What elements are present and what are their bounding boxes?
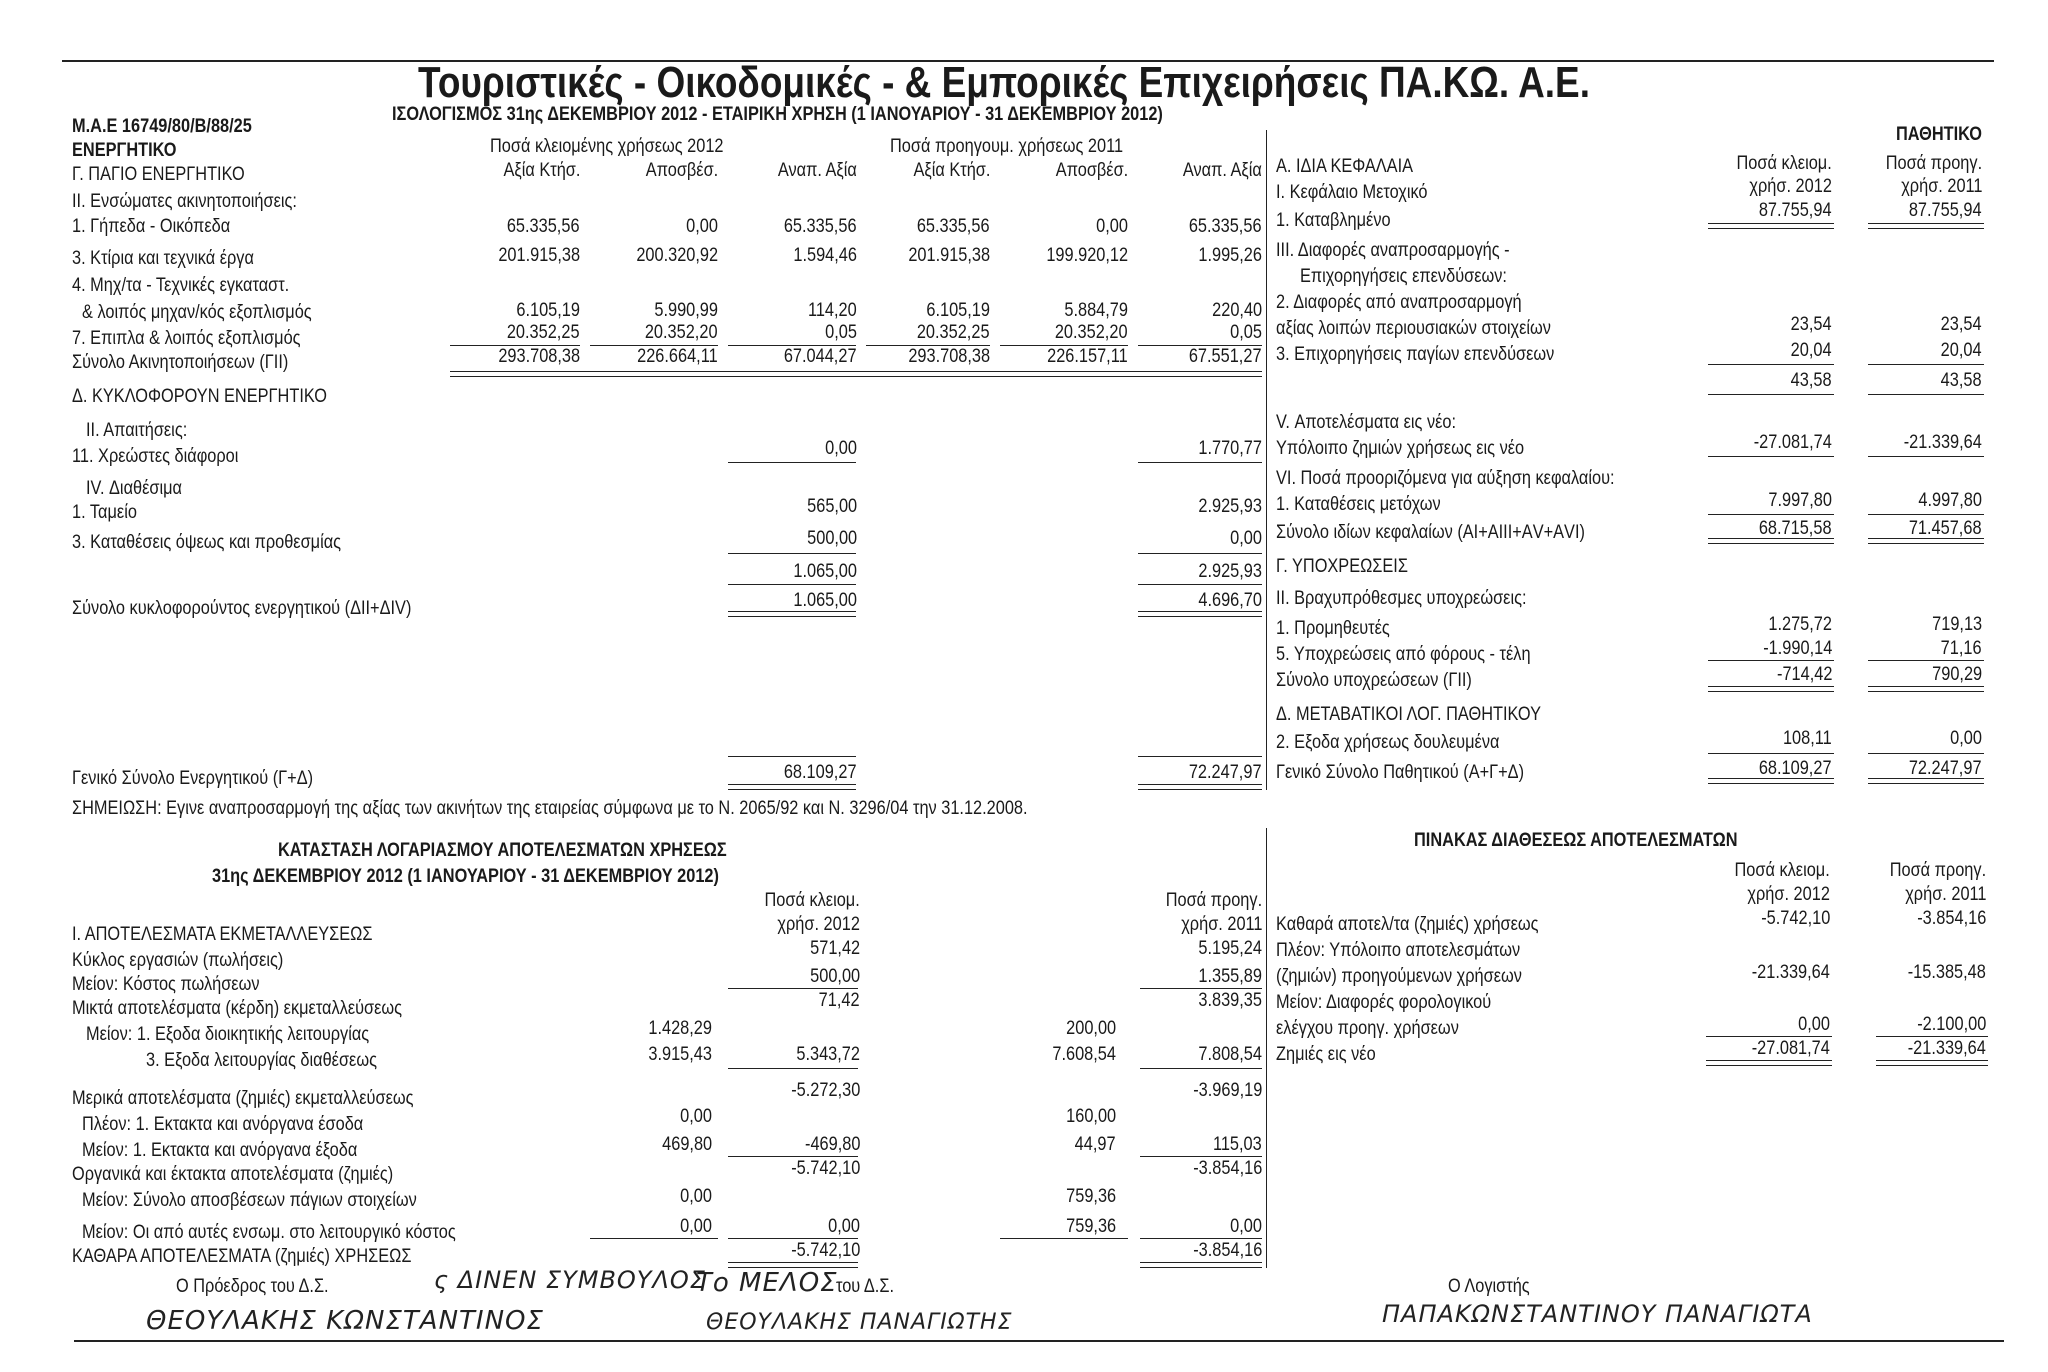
assets-grand-2011: 72.247,97 xyxy=(1189,762,1262,783)
app-col-2012-a: Ποσά κλειομ. xyxy=(1734,860,1830,881)
column-divider xyxy=(1266,130,1267,790)
app-col-2012-b: χρήσ. 2012 xyxy=(1747,884,1830,905)
rule xyxy=(1868,228,1984,229)
inc-col-2011-b: χρήσ. 2011 xyxy=(1180,914,1262,935)
grants-label: 3. Επιχορηγήσεις παγίων επενδύσεων xyxy=(1276,344,1555,365)
short-term-title: ΙΙ. Βραχυπρόθεσμες υποχρεώσεις: xyxy=(1276,588,1527,609)
rule xyxy=(1140,1262,1262,1263)
asset-cell: 1.995,26 xyxy=(1198,245,1262,266)
admin-2011: 200,00 xyxy=(1066,1018,1116,1039)
extraordinary-expenses-sum-2011: 115,03 xyxy=(1213,1134,1262,1155)
assets-group-2012: Ποσά κλειομένης χρήσεως 2012 xyxy=(490,136,724,157)
rule xyxy=(1868,538,1984,539)
rule xyxy=(1868,778,1984,779)
depr-operating-2012: 0,00 xyxy=(680,1216,712,1237)
rule xyxy=(728,1068,858,1069)
app-loss-2011: -21.339,64 xyxy=(1907,1038,1986,1059)
app-net-2011: -3.854,16 xyxy=(1916,908,1986,929)
paid-label: 1. Καταβλημένο xyxy=(1276,210,1391,231)
app-prev-2012: -21.339,64 xyxy=(1751,962,1830,983)
member-handwritten: Το ΜΕΛΟΣ xyxy=(696,1268,838,1298)
inc-col-2012-b: χρήσ. 2012 xyxy=(777,914,860,935)
cash-label: 1. Ταμείο xyxy=(72,502,137,523)
rule xyxy=(1138,584,1262,585)
president-title: Ο Πρόεδρος του Δ.Σ. xyxy=(176,1276,329,1297)
reval-diff-label-1: 2. Διαφορές από αναπροσαρμογή xyxy=(1276,292,1522,313)
rule xyxy=(1868,514,1984,515)
app-tax-2011: -2.100,00 xyxy=(1916,1014,1986,1035)
accrued-expenses-2012: 108,11 xyxy=(1783,728,1832,749)
rule xyxy=(1140,1068,1262,1069)
assets-group-2011: Ποσά προηγουμ. χρήσεως 2011 xyxy=(890,136,1124,157)
app-net-2012: -5.742,10 xyxy=(1760,908,1830,929)
asset-cell: 67.551,27 xyxy=(1189,346,1262,367)
col-cost-2011: Αξία Κτήσ. xyxy=(913,160,990,181)
capital-increase-title: VI. Ποσά προοριζόμενα για αύξηση κεφαλαίου: xyxy=(1276,468,1615,489)
taxes-label: 5. Υποχρεώσεις από φόρους - τέλη xyxy=(1276,644,1531,665)
asset-cell: 201.915,38 xyxy=(908,245,990,266)
paid-2011: 87.755,94 xyxy=(1909,200,1982,221)
rule xyxy=(1708,753,1834,754)
rule xyxy=(1868,223,1984,224)
income-title-2: 31ης ΔΕΚΕΜΒΡΙΟΥ 2012 (1 ΙΑΝΟΥΑΡΙΟΥ - 31 ΔΕΚΕΜΒΡΙΟΥ 2012) xyxy=(212,866,719,887)
partial-results-2011: -3.969,19 xyxy=(1192,1080,1262,1101)
debtors-2012: 0,00 xyxy=(825,438,857,459)
rule xyxy=(728,756,856,757)
asset-cell: 220,40 xyxy=(1212,300,1262,321)
depreciation-2011: 759,36 xyxy=(1066,1186,1116,1207)
asset-cell: 65.335,56 xyxy=(507,216,580,237)
extraordinary-income-2012: 0,00 xyxy=(680,1106,712,1127)
rule xyxy=(1708,538,1834,539)
asset-row-label: 3. Κτίρια και τεχνικά έργα xyxy=(72,248,254,269)
asset-cell: 200.320,92 xyxy=(636,245,718,266)
cash-sum-2012: 1.065,00 xyxy=(793,561,857,582)
asset-cell: 20.352,20 xyxy=(1055,322,1128,343)
results-forward-2011: -21.339,64 xyxy=(1903,432,1982,453)
asset-cell: 1.594,46 xyxy=(793,245,857,266)
rule xyxy=(1708,691,1834,692)
asset-row-label: 7. Επιπλα & λοιπός εξοπλισμός xyxy=(72,328,301,349)
gross-2012: 71,42 xyxy=(819,990,860,1011)
tangible-title: ΙΙ. Ενσώματες ακινητοποιήσεις: xyxy=(72,191,297,212)
rule xyxy=(1138,611,1262,612)
accountant-signature: ΠΑΠΑΚΩΝΣΤΑΝΤΙΝΟΥ ΠΑΝΑΓΙΩΤΑ xyxy=(1382,1300,1813,1328)
distribution-sum-2012: 5.343,72 xyxy=(796,1044,860,1065)
rule xyxy=(1138,462,1262,463)
asset-cell: 0,05 xyxy=(825,322,857,343)
asset-cell: 67.044,27 xyxy=(784,346,857,367)
rule xyxy=(1708,543,1834,544)
cash-2012: 565,00 xyxy=(807,496,857,517)
rule xyxy=(1708,364,1834,365)
balance-title: ΙΣΟΛΟΓΙΣΜΟΣ 31ης ΔΕΚΕΜΒΡΙΟΥ 2012 - ΕΤΑΙΡΙΚΗ ΧΡΗΣΗ (1 ΙΑΝΟΥΑΡΙΟΥ - 31 ΔΕΚΕΜΒΡΙΟΥ 2012) xyxy=(392,104,1163,125)
asset-cell: 226.664,11 xyxy=(637,346,718,367)
rule xyxy=(1708,223,1834,224)
suppliers-2012: 1.275,72 xyxy=(1768,614,1832,635)
rule xyxy=(1138,616,1262,617)
organic-results-label: Οργανικά και έκτακτα αποτελέσματα (ζημιές) xyxy=(72,1164,394,1185)
net-results-2012: -5.742,10 xyxy=(790,1240,860,1261)
liab-col-2012-b: χρήσ. 2012 xyxy=(1749,176,1832,197)
liab-col-2011-a: Ποσά προηγ. xyxy=(1885,153,1982,174)
partial-results-label: Μερικά αποτελέσματα (ζημιές) εκμεταλλεύσεως xyxy=(72,1088,414,1109)
app-col-2011-b: χρήσ. 2011 xyxy=(1904,884,1986,905)
asset-cell: 20.352,25 xyxy=(917,322,990,343)
revaluation-note: ΣΗΜΕΙΩΣΗ: Εγινε αναπροσαρμογή της αξίας των ακινήτων της εταιρείας σύμφωνα με το Ν. 2065/92 και Ν. 3296/04 την 31.12.2008. xyxy=(72,798,1028,819)
income-title-1: ΚΑΤΑΣΤΑΣΗ ΛΟΓΑΡΙΑΣΜΟΥ ΑΠΟΤΕΛΕΣΜΑΤΩΝ ΧΡΗΣΕΩΣ xyxy=(278,840,727,861)
accrued-expenses-2011: 0,00 xyxy=(1950,728,1982,749)
appropriation-title: ΠΙΝΑΚΑΣ ΔΙΑΘΕΣΕΩΣ ΑΠΟΤΕΛΕΣΜΑΤΩΝ xyxy=(1414,830,1738,851)
cogs-2011: 1.355,89 xyxy=(1198,966,1262,987)
grants-2012: 20,04 xyxy=(1791,340,1832,361)
asset-cell: 5.990,99 xyxy=(654,300,718,321)
net-results-2011: -3.854,16 xyxy=(1192,1240,1262,1261)
inc-col-2011-a: Ποσά προηγ. xyxy=(1165,890,1262,911)
mae-number: Μ.Α.Ε 16749/80/Β/88/25 xyxy=(72,116,252,137)
rule xyxy=(450,376,1262,377)
app-prev-label-2: (ζημιών) προηγούμενων χρήσεων xyxy=(1276,966,1522,987)
asset-cell: 201.915,38 xyxy=(498,245,580,266)
sales-label: Κύκλος εργασιών (πωλήσεις) xyxy=(72,950,284,971)
rule xyxy=(1140,1156,1262,1157)
revaluation-title-1: ΙΙΙ. Διαφορές αναπροσαρμογής - xyxy=(1276,240,1510,261)
app-tax-2012: 0,00 xyxy=(1798,1014,1830,1035)
rule xyxy=(1868,394,1984,395)
asset-cell: 0,00 xyxy=(686,216,718,237)
rule xyxy=(1138,553,1262,554)
depr-operating-2011: 759,36 xyxy=(1066,1216,1116,1237)
extraordinary-expenses-sum-2012: -469,80 xyxy=(804,1134,860,1155)
asset-cell: 65.335,56 xyxy=(784,216,857,237)
depreciation-2012: 0,00 xyxy=(680,1186,712,1207)
app-col-2011-a: Ποσά προηγ. xyxy=(1889,860,1986,881)
asset-cell: 6.105,19 xyxy=(926,300,990,321)
rule xyxy=(590,1238,718,1239)
shareholder-deposits-2011: 4.997,80 xyxy=(1918,490,1982,511)
rule xyxy=(1140,1267,1262,1268)
rule xyxy=(728,1262,858,1263)
rule xyxy=(728,462,856,463)
equity-total-2011: 71.457,68 xyxy=(1909,518,1982,539)
operating-results-title: Ι. ΑΠΟΤΕΛΕΣΜΑΤΑ ΕΚΜΕΤΑΛΛΕΥΣΕΩΣ xyxy=(72,924,373,945)
receivables-title: ΙΙ. Απαιτήσεις: xyxy=(86,420,188,441)
asset-cell: 114,20 xyxy=(808,300,857,321)
asset-cell: 65.335,56 xyxy=(917,216,990,237)
assets-grand-2012: 68.109,27 xyxy=(784,762,857,783)
cogs-2012: 500,00 xyxy=(810,966,860,987)
assets-title: ΕΝΕΡΓΗΤΙΚΟ xyxy=(72,140,177,161)
reval-sum-2011: 43,58 xyxy=(1941,370,1982,391)
revaluation-title-2: Επιχορηγήσεις επενδύσεων: xyxy=(1300,266,1507,287)
rule xyxy=(1876,1036,1988,1037)
asset-cell: 226.157,11 xyxy=(1047,346,1128,367)
col-depr-2011: Αποσβέσ. xyxy=(1055,160,1128,181)
grants-2011: 20,04 xyxy=(1941,340,1982,361)
extraordinary-expenses-2012: 469,80 xyxy=(662,1134,712,1155)
rule xyxy=(1868,686,1984,687)
liab-col-2011-b: χρήσ. 2011 xyxy=(1900,176,1982,197)
rule xyxy=(1708,394,1834,395)
rule xyxy=(1868,691,1984,692)
gross-2011: 3.839,35 xyxy=(1198,990,1262,1011)
rule xyxy=(1868,364,1984,365)
sales-2011: 5.195,24 xyxy=(1198,938,1262,959)
company-title: Τουριστικές - Οικοδομικές - & Εμπορικές Επιχειρήσεις ΠΑ.ΚΩ. Α.Ε. xyxy=(418,58,1590,107)
president-signature: ΘΕΟΥΛΑΚΗΣ ΚΩΝΣΤΑΝΤΙΝΟΣ xyxy=(146,1306,544,1336)
rule xyxy=(1140,988,1262,989)
gross-label: Μικτά αποτελέσματα (κέρδη) εκμεταλλεύσεως xyxy=(72,998,403,1019)
current-total-2011: 4.696,70 xyxy=(1198,590,1262,611)
asset-cell: 5.884,79 xyxy=(1064,300,1128,321)
rule xyxy=(1876,1060,1988,1061)
liabilities-title: ΠΑΘΗΤΙΚΟ xyxy=(1896,124,1982,145)
col-depr-2012: Αποσβέσ. xyxy=(645,160,718,181)
liab-col-2012-a: Ποσά κλειομ. xyxy=(1736,153,1832,174)
app-prev-2011: -15.385,48 xyxy=(1907,962,1986,983)
col-cost-2012: Αξία Κτήσ. xyxy=(503,160,580,181)
distribution-label: 3. Εξοδα λειτουργίας διαθέσεως xyxy=(146,1050,377,1071)
rule xyxy=(728,789,856,790)
asset-cell: 293.708,38 xyxy=(498,346,580,367)
rule xyxy=(1706,1036,1832,1037)
rule xyxy=(1876,1065,1988,1066)
rule xyxy=(1708,783,1834,784)
asset-cell: 20.352,20 xyxy=(645,322,718,343)
accruals-title: Δ. ΜΕΤΑΒΑΤΙΚΟΙ ΛΟΓ. ΠΑΘΗΤΙΚΟΥ xyxy=(1276,704,1542,725)
reval-diff-label-2: αξίας λοιπών περιουσιακών στοιχείων xyxy=(1276,318,1551,339)
depr-operating-label: Μείον: Οι από αυτές ενσωμ. στο λειτουργικό κόστος xyxy=(82,1222,456,1243)
obligations-total-2011: 790,29 xyxy=(1932,664,1982,685)
asset-row-label: 4. Μηχ/τα - Τεχνικές εγκαταστ. xyxy=(72,275,290,296)
organic-results-2012: -5.742,10 xyxy=(790,1158,860,1179)
liab-grand-2011: 72.247,97 xyxy=(1909,758,1982,779)
asset-cell: 6.105,19 xyxy=(516,300,580,321)
suppliers-label: 1. Προμηθευτές xyxy=(1276,618,1390,639)
president-handwritten-role: ς ΔΙΝΕΝ ΣΥΜΒΟΥΛΟΣ xyxy=(434,1266,706,1294)
rule xyxy=(1868,783,1984,784)
rule xyxy=(1708,456,1834,457)
rule xyxy=(728,784,856,785)
inc-col-2012-a: Ποσά κλειομ. xyxy=(764,890,860,911)
rule xyxy=(1868,456,1984,457)
rule xyxy=(1000,1238,1128,1239)
asset-cell: 20.352,25 xyxy=(507,322,580,343)
asset-cell: 293.708,38 xyxy=(908,346,990,367)
taxes-2012: -1.990,14 xyxy=(1762,638,1832,659)
app-loss-label: Ζημιές εις νέο xyxy=(1276,1044,1376,1065)
extraordinary-expenses-2011: 44,97 xyxy=(1075,1134,1116,1155)
asset-cell: 0,00 xyxy=(1096,216,1128,237)
obligations-title: Γ. ΥΠΟΧΡΕΩΣΕΙΣ xyxy=(1276,556,1408,577)
reval-diff-2011: 23,54 xyxy=(1941,314,1982,335)
distribution-2011: 7.608,54 xyxy=(1052,1044,1116,1065)
rule xyxy=(1868,543,1984,544)
app-tax-label-2: ελέγχου προηγ. χρήσεων xyxy=(1276,1018,1459,1039)
distribution-sum-2011: 7.808,54 xyxy=(1198,1044,1262,1065)
current-total-2012: 1.065,00 xyxy=(793,590,857,611)
paid-2012: 87.755,94 xyxy=(1759,200,1832,221)
rule xyxy=(728,584,856,585)
asset-cell: 199.920,12 xyxy=(1046,245,1128,266)
cash-2011: 2.925,93 xyxy=(1198,496,1262,517)
debtors-label: 11. Χρεώστες διάφοροι xyxy=(72,446,239,467)
extraordinary-income-label: Πλέον: 1. Εκτακτα και ανόργανα έσοδα xyxy=(82,1114,364,1135)
cogs-label: Μείον: Κόστος πωλήσεων xyxy=(72,974,260,995)
rule xyxy=(1138,784,1262,785)
asset-row-label: 1. Γήπεδα - Οικόπεδα xyxy=(72,216,231,237)
current-assets-title: Δ. ΚΥΚΛΟΦΟΡΟΥΝ ΕΝΕΡΓΗΤΙΚΟ xyxy=(72,386,327,407)
income-divider xyxy=(1266,828,1267,1268)
admin-label: Μείον: 1. Εξοδα διοικητικής λειτουργίας xyxy=(86,1024,370,1045)
liab-grand-label: Γενικό Σύνολο Παθητικού (Α+Γ+Δ) xyxy=(1276,762,1525,783)
rule xyxy=(1138,789,1262,790)
rule xyxy=(728,988,858,989)
rule xyxy=(1706,1065,1832,1066)
obligations-total-2012: -714,42 xyxy=(1776,664,1832,685)
accountant-title: Ο Λογιστής xyxy=(1448,1276,1530,1297)
rule xyxy=(1708,686,1834,687)
reval-sum-2012: 43,58 xyxy=(1791,370,1832,391)
rule xyxy=(1706,1060,1832,1061)
rule xyxy=(1708,660,1834,661)
asset-row-label: Σύνολο Ακινητοποιήσεων (ΓΙΙ) xyxy=(72,352,289,373)
cash-title: ΙV. Διαθέσιμα xyxy=(86,478,182,499)
equity-title: Α. ΙΔΙΑ ΚΕΦΑΛΑΙΑ xyxy=(1276,156,1414,177)
cash-sum-2011: 2.925,93 xyxy=(1198,561,1262,582)
reval-diff-2012: 23,54 xyxy=(1791,314,1832,335)
fixed-assets-title: Γ. ΠΑΓΙΟ ΕΝΕΡΓΗΤΙΚΟ xyxy=(72,164,245,185)
asset-cell: 0,05 xyxy=(1230,322,1262,343)
rule xyxy=(728,611,856,612)
rule xyxy=(1868,660,1984,661)
app-tax-label-1: Μείον: Διαφορές φορολογικού xyxy=(1276,992,1492,1013)
app-net-label: Καθαρά αποτελ/τα (ζημιές) χρήσεως xyxy=(1276,914,1539,935)
deposits-2011: 0,00 xyxy=(1230,528,1262,549)
assets-grand-label: Γενικό Σύνολο Ενεργητικού (Γ+Δ) xyxy=(72,768,314,789)
shareholder-deposits-label: 1. Καταθέσεις μετόχων xyxy=(1276,494,1441,515)
admin-2012: 1.428,29 xyxy=(648,1018,712,1039)
rule xyxy=(1708,514,1834,515)
rule xyxy=(728,616,856,617)
current-total-label: Σύνολο κυκλοφορούντος ενεργητικού (ΔΙΙ+ΔΙV) xyxy=(72,598,412,619)
app-loss-2012: -27.081,74 xyxy=(1751,1038,1830,1059)
extraordinary-expenses-label: Μείον: 1. Εκτακτα και ανόργανα έξοδα xyxy=(82,1140,358,1161)
deposits-2012: 500,00 xyxy=(807,528,857,549)
results-forward-title: V. Αποτελέσματα εις νέο: xyxy=(1276,412,1457,433)
depr-operating-sum-2011: 0,00 xyxy=(1230,1216,1262,1237)
depreciation-label: Μείον: Σύνολο αποσβέσεων πάγιων στοιχείων xyxy=(82,1190,417,1211)
rule xyxy=(1868,753,1984,754)
rule xyxy=(728,1156,858,1157)
partial-results-2012: -5.272,30 xyxy=(790,1080,860,1101)
deposits-label: 3. Καταθέσεις όψεως και προθεσμίας xyxy=(72,532,342,553)
liab-grand-2012: 68.109,27 xyxy=(1759,758,1832,779)
extraordinary-income-2011: 160,00 xyxy=(1066,1106,1116,1127)
share-capital-title: Ι. Κεφάλαιο Μετοχικό xyxy=(1276,182,1428,203)
rule xyxy=(728,553,856,554)
app-prev-label-1: Πλέον: Υπόλοιπο αποτελεσμάτων xyxy=(1276,940,1521,961)
equity-total-label: Σύνολο ιδίων κεφαλαίων (ΑΙ+ΑΙΙΙ+ΑV+ΑVI) xyxy=(1276,522,1585,543)
bottom-rule xyxy=(74,1340,2004,1342)
rule xyxy=(1708,228,1834,229)
depr-operating-sum-2012: 0,00 xyxy=(828,1216,860,1237)
rule xyxy=(1140,1238,1262,1239)
rule xyxy=(1708,778,1834,779)
rule xyxy=(450,371,1262,372)
suppliers-2011: 719,13 xyxy=(1932,614,1982,635)
organic-results-2011: -3.854,16 xyxy=(1192,1158,1262,1179)
accrued-expenses-label: 2. Εξοδα χρήσεως δουλευμένα xyxy=(1276,732,1500,753)
sales-2012: 571,42 xyxy=(810,938,860,959)
debtors-2011: 1.770,77 xyxy=(1198,438,1262,459)
asset-cell: 65.335,56 xyxy=(1189,216,1262,237)
member-signature: ΘΕΟΥΛΑΚΗΣ ΠΑΝΑΓΙΩΤΗΣ xyxy=(706,1310,1013,1335)
col-net-2012: Αναπ. Αξία xyxy=(778,160,857,181)
net-results-label: ΚΑΘΑΡΑ ΑΠΟΤΕΛΕΣΜΑΤΑ (ζημιές) ΧΡΗΣΕΩΣ xyxy=(72,1246,412,1267)
rule xyxy=(1138,756,1262,757)
col-net-2011: Αναπ. Αξία xyxy=(1183,160,1262,181)
rule xyxy=(728,1238,858,1239)
results-forward-label: Υπόλοιπο ζημιών χρήσεως εις νέο xyxy=(1276,438,1525,459)
asset-row-label: & λοιπός μηχαν/κός εξοπλισμός xyxy=(82,302,312,323)
results-forward-2012: -27.081,74 xyxy=(1753,432,1832,453)
distribution-2012: 3.915,43 xyxy=(648,1044,712,1065)
taxes-2011: 71,16 xyxy=(1941,638,1982,659)
shareholder-deposits-2012: 7.997,80 xyxy=(1768,490,1832,511)
obligations-total-label: Σύνολο υποχρεώσεων (ΓΙΙ) xyxy=(1276,670,1472,691)
member-title: του Δ.Σ. xyxy=(836,1276,894,1297)
equity-total-2012: 68.715,58 xyxy=(1759,518,1832,539)
